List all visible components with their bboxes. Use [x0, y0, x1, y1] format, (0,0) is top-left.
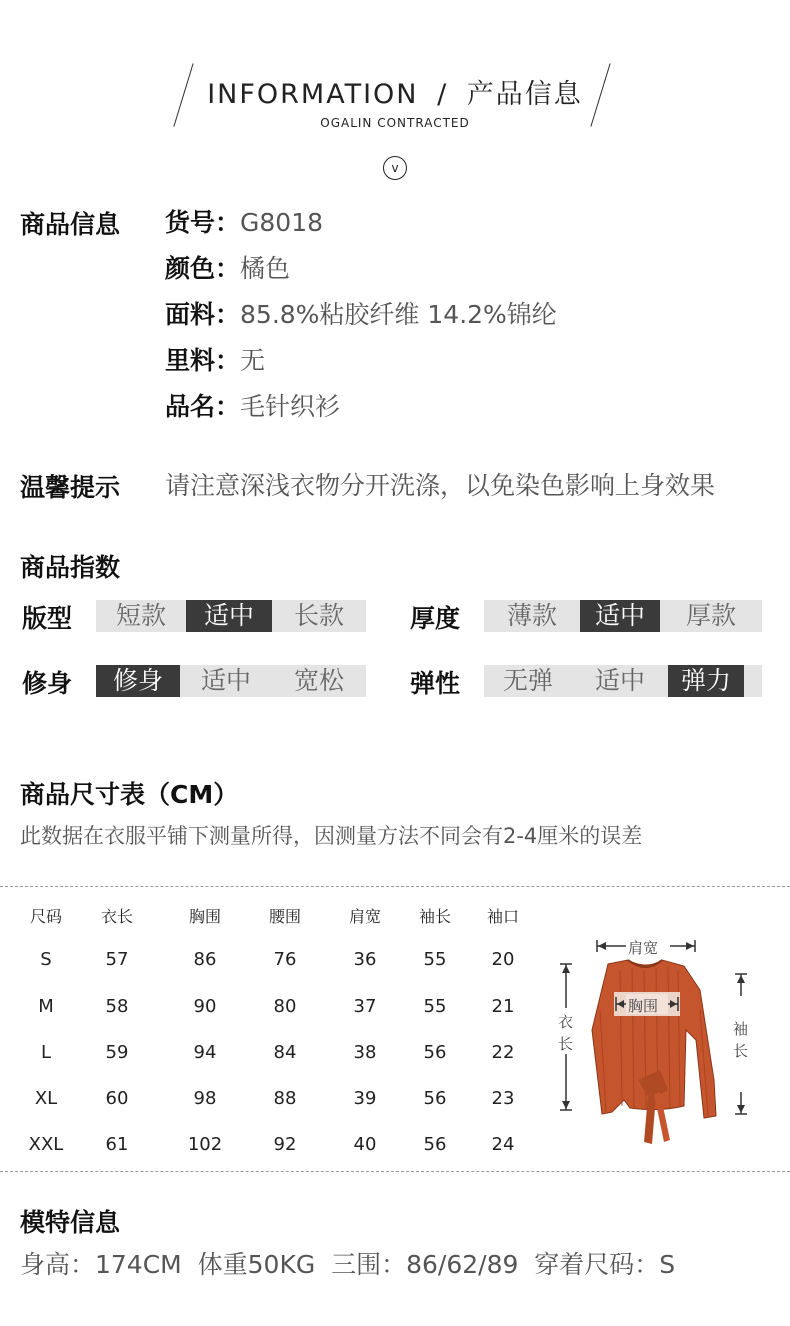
- table-cell: 22: [491, 1042, 515, 1063]
- index-label-elasticity: 弹性: [410, 669, 461, 698]
- index-option-selected: 适中: [580, 600, 660, 632]
- index-option: 适中: [200, 666, 251, 695]
- index-option-selected: 适中: [186, 600, 272, 632]
- figure-label-shoulder: 肩宽: [628, 939, 659, 957]
- table-cell: 92: [273, 1134, 297, 1155]
- index-option: 薄款: [506, 601, 557, 630]
- table-cell: 60: [105, 1088, 129, 1109]
- header-title-en: INFORMATION: [207, 79, 419, 110]
- table-cell: XL: [34, 1088, 58, 1109]
- index-bar-elasticity: [484, 665, 762, 697]
- product-info-title: 商品信息: [20, 210, 121, 239]
- index-bar-fit-length: [96, 600, 366, 632]
- tips-title: 温馨提示: [20, 473, 121, 502]
- figure-label-sleeve-2: 长: [733, 1042, 749, 1060]
- figure-label-sleeve-1: 袖: [733, 1020, 749, 1038]
- figure-label-length-1: 衣: [558, 1013, 574, 1031]
- index-option: 无弹: [502, 666, 553, 695]
- table-cell: 84: [273, 1042, 297, 1063]
- table-header: 袖长: [418, 907, 451, 926]
- info-value: G8018: [240, 208, 324, 237]
- table-header: 胸围: [188, 907, 221, 926]
- table-cell: 90: [193, 996, 217, 1017]
- tips-text: 请注意深浅衣物分开洗涤，以免染色影响上身效果: [165, 471, 716, 500]
- divider-top: [0, 886, 790, 887]
- index-option: 短款: [115, 601, 166, 630]
- index-option: 长款: [293, 601, 344, 630]
- model-text: 身高：174CM 体重50KG 三围：86/62/89 穿着尺码：S: [20, 1250, 676, 1279]
- index-label-slim: 修身: [22, 669, 73, 698]
- table-header: 尺码: [29, 907, 62, 926]
- table-cell: M: [38, 996, 54, 1017]
- table-cell: XXL: [28, 1134, 64, 1155]
- index-option-selected: 修身: [96, 665, 180, 697]
- index-option: 宽松: [293, 666, 344, 695]
- divider-bottom: [0, 1171, 790, 1172]
- table-cell: 24: [491, 1134, 515, 1155]
- table-cell: 56: [423, 1088, 447, 1109]
- info-key: 货号：: [165, 208, 241, 237]
- table-header: 袖口: [486, 907, 519, 926]
- table-cell: S: [40, 949, 52, 970]
- info-value: 85.8%粘胶纤维 14.2%锦纶: [240, 300, 557, 329]
- model-title: 模特信息: [20, 1208, 121, 1237]
- table-header: 腰围: [268, 907, 301, 926]
- table-cell: L: [40, 1042, 52, 1063]
- table-cell: 59: [105, 1042, 129, 1063]
- header-title-cn: 产品信息: [466, 79, 583, 110]
- index-label-fit-length: 版型: [22, 604, 73, 633]
- info-value: 橘色: [240, 254, 291, 283]
- table-cell: 23: [491, 1088, 515, 1109]
- table-cell: 80: [273, 996, 297, 1017]
- index-bar-slim: [96, 665, 366, 697]
- index-option-selected: 弹力: [668, 665, 744, 697]
- table-cell: 57: [105, 949, 129, 970]
- header-subtitle: OGALIN CONTRACTED: [320, 116, 470, 130]
- header-separator: /: [437, 79, 449, 110]
- info-value: 毛针织衫: [240, 392, 341, 421]
- info-key: 里料：: [165, 346, 241, 375]
- table-cell: 102: [187, 1134, 223, 1155]
- table-header: 衣长: [100, 907, 133, 926]
- table-cell: 21: [491, 996, 515, 1017]
- chevron-down-icon: v: [383, 156, 407, 180]
- table-cell: 86: [193, 949, 217, 970]
- table-cell: 20: [491, 949, 515, 970]
- info-key: 面料：: [165, 300, 241, 329]
- table-cell: 36: [353, 949, 377, 970]
- index-title: 商品指数: [20, 553, 121, 582]
- table-cell: 40: [353, 1134, 377, 1155]
- size-chart-note: 此数据在衣服平铺下测量所得，因测量方法不同会有2-4厘米的误差: [20, 824, 643, 848]
- table-cell: 76: [273, 949, 297, 970]
- table-header: 肩宽: [348, 907, 381, 926]
- table-cell: 88: [273, 1088, 297, 1109]
- table-cell: 55: [423, 949, 447, 970]
- table-cell: 37: [353, 996, 377, 1017]
- index-option: 厚款: [685, 601, 736, 630]
- table-cell: 94: [193, 1042, 217, 1063]
- table-cell: 38: [353, 1042, 377, 1063]
- info-value: 无: [240, 346, 266, 375]
- info-row-fabric: [165, 295, 557, 331]
- index-option: 适中: [594, 666, 645, 695]
- figure-label-length-2: 长: [558, 1035, 574, 1053]
- table-cell: 98: [193, 1088, 217, 1109]
- info-key: 品名：: [165, 392, 241, 421]
- table-cell: 56: [423, 1134, 447, 1155]
- size-chart-title: 商品尺寸表（CM）: [20, 780, 239, 809]
- info-row-sku: [165, 203, 323, 239]
- table-cell: 55: [423, 996, 447, 1017]
- index-label-thickness: 厚度: [410, 604, 461, 633]
- table-cell: 39: [353, 1088, 377, 1109]
- table-cell: 61: [105, 1134, 129, 1155]
- info-row-color: [165, 249, 290, 285]
- figure-label-chest: 胸围: [628, 997, 659, 1015]
- index-bar-thickness: [484, 600, 762, 632]
- header-title: [0, 72, 790, 111]
- info-row-lining: [165, 341, 265, 377]
- info-row-name: [165, 387, 340, 423]
- table-cell: 56: [423, 1042, 447, 1063]
- table-cell: 58: [105, 996, 129, 1017]
- info-key: 颜色：: [165, 254, 241, 283]
